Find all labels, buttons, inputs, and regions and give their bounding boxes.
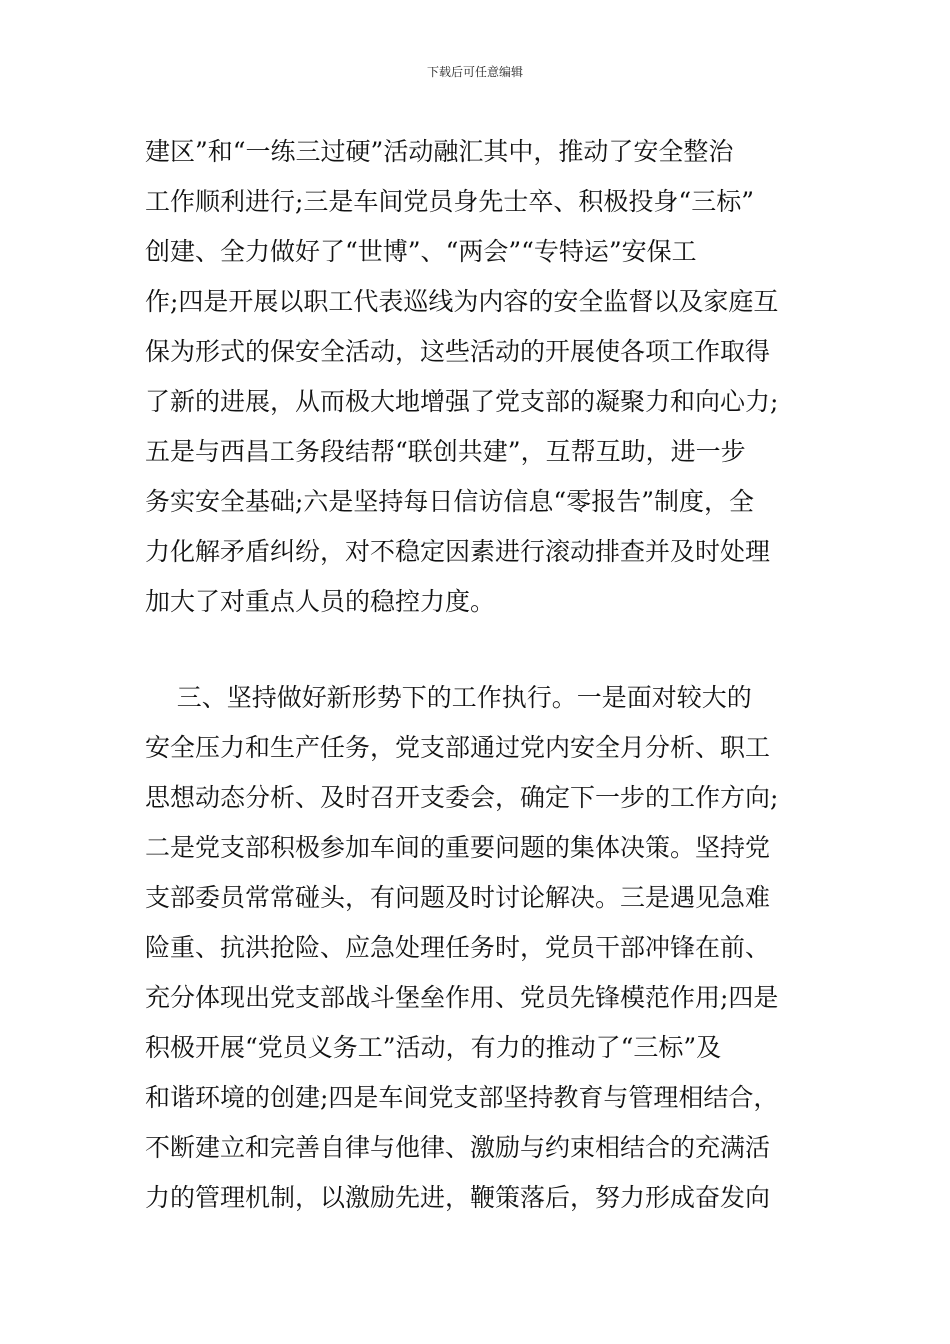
paragraph-line: 三、坚持做好新形势下的工作执行。一是面对较大的 bbox=[145, 683, 752, 712]
paragraph-line: 险重、抗洪抢险、应急处理任务时，党员干部冲锋在前、 bbox=[145, 933, 771, 962]
paragraph-line: 五是与西昌工务段结帮“联创共建”，互帮互助，进一步 bbox=[145, 437, 746, 466]
paragraph-line: 保为形式的保安全活动，这些活动的开展使各项工作取得 bbox=[145, 337, 771, 366]
paragraph-line: 积极开展“党员义务工”活动，有力的推动了“三标”及 bbox=[145, 1033, 722, 1062]
paragraph-line: 支部委员常常碰头，有问题及时讨论解决。三是遇见急难 bbox=[145, 883, 771, 912]
paragraph-line: 创建、全力做好了“世博”、“两会”“专特运”安保工 bbox=[145, 237, 697, 266]
page-header: 下载后可任意编辑 bbox=[426, 65, 523, 79]
paragraph-line: 和谐环境的创建;四是车间党支部坚持教育与管理相结合， bbox=[145, 1083, 779, 1112]
paragraph-line: 充分体现出党支部战斗堡垒作用、党员先锋模范作用;四是 bbox=[145, 983, 779, 1012]
paragraph-line: 力的管理机制，以激励先进，鞭策落后，努力形成奋发向 bbox=[145, 1183, 771, 1212]
paragraph-line: 了新的进展，从而极大地增强了党支部的凝聚力和向心力; bbox=[145, 387, 779, 416]
paragraph-line: 安全压力和生产任务，党支部通过党内安全月分析、职工 bbox=[145, 733, 771, 762]
paragraph-line: 加大了对重点人员的稳控力度。 bbox=[145, 587, 496, 616]
paragraph-line: 工作顺利进行;三是车间党员身先士卒、积极投身“三标” bbox=[145, 187, 754, 216]
paragraph-line: 建区”和“一练三过硬”活动融汇其中，推动了安全整治 bbox=[145, 137, 734, 166]
paragraph-line: 二是党支部积极参加车间的重要问题的集体决策。坚持党 bbox=[145, 833, 771, 862]
paragraph-line: 力化解矛盾纠纷，对不稳定因素进行滚动排查并及时处理 bbox=[145, 537, 771, 566]
paragraph-line: 不断建立和完善自律与他律、激励与约束相结合的充满活 bbox=[145, 1133, 771, 1162]
paragraph-line: 务实安全基础;六是坚持每日信访信息“零报告”制度，全 bbox=[145, 487, 754, 516]
paragraph-line: 思想动态分析、及时召开支委会，确定下一步的工作方向; bbox=[145, 783, 779, 812]
paragraph-1 bbox=[145, 127, 815, 627]
paragraph-line: 作;四是开展以职工代表巡线为内容的安全监督以及家庭互 bbox=[145, 287, 779, 316]
paragraph-2 bbox=[145, 673, 815, 1223]
